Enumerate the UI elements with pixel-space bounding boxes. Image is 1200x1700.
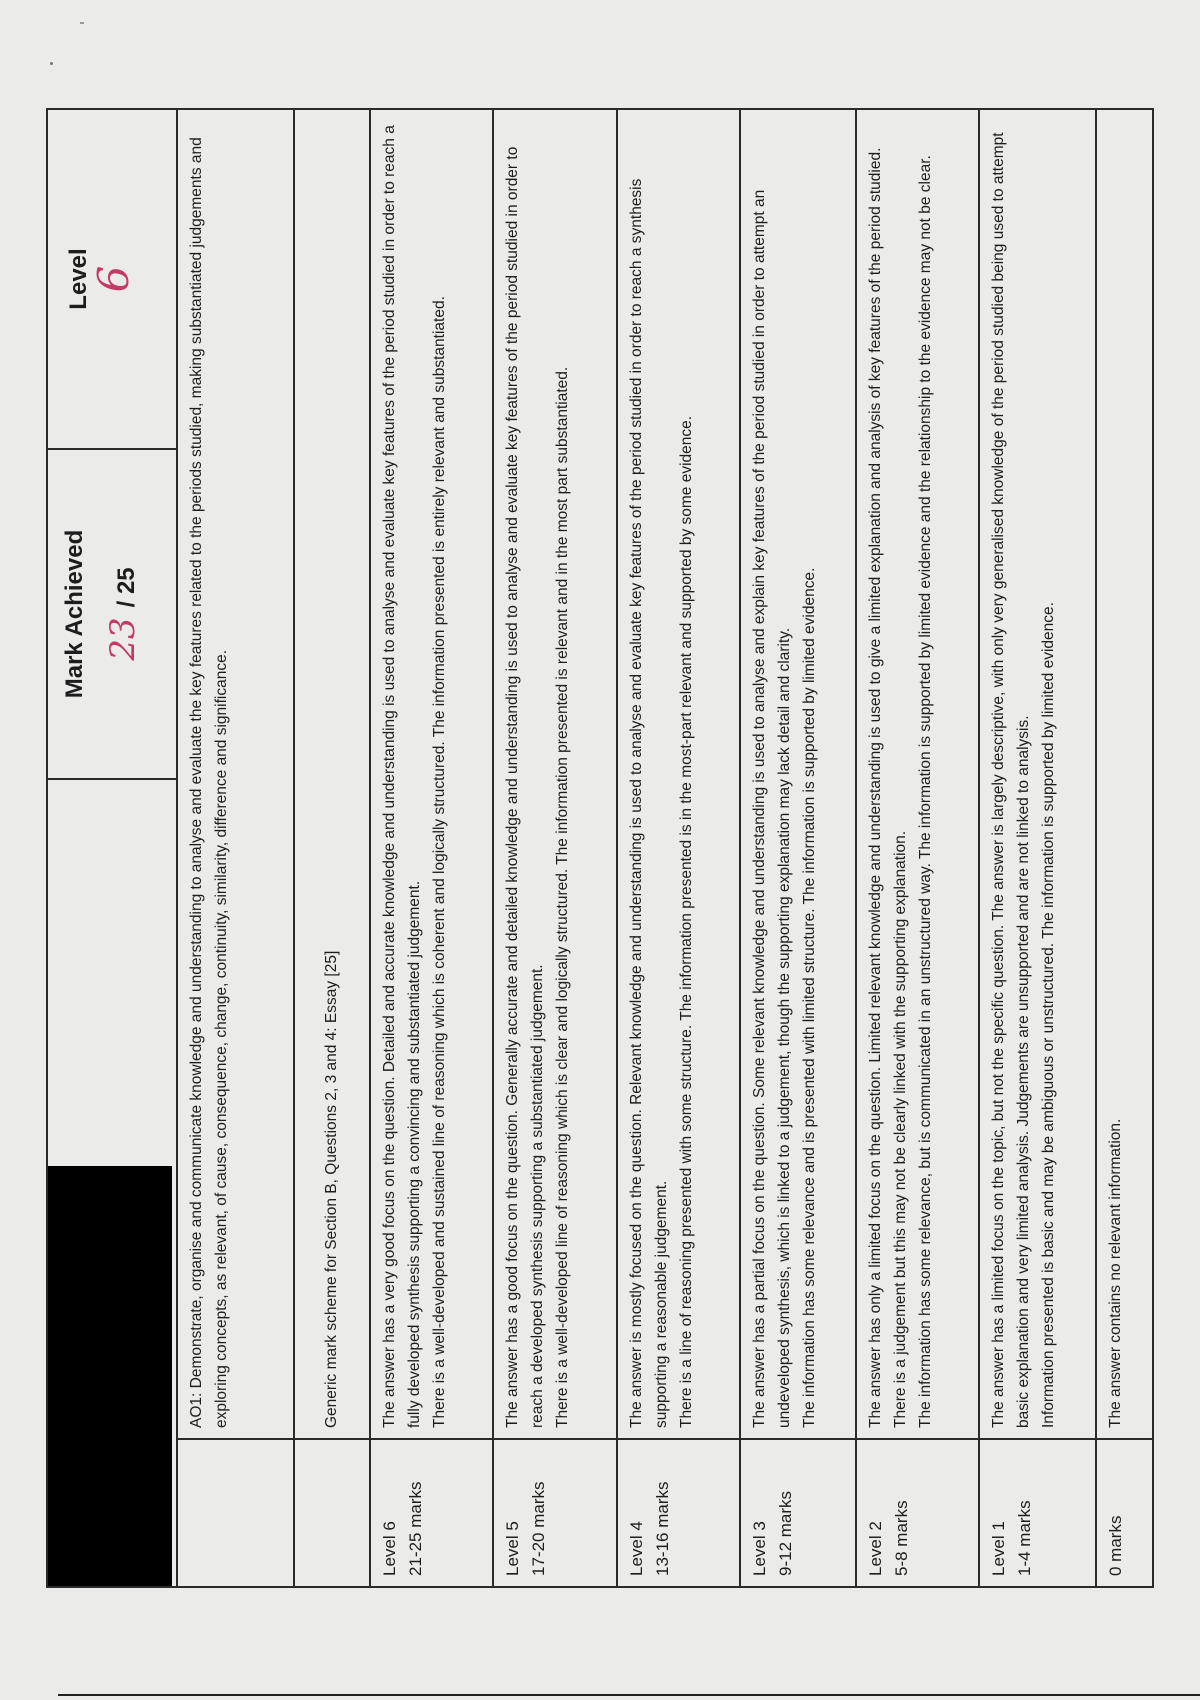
mark-achieved-cell (47, 449, 177, 779)
mark-scheme-sheet (46, 108, 1154, 1588)
descriptor-line: The answer is mostly focused on the question. Relevant knowledge and understanding is used to analyse and evaluate key features of the period studied in order to reach a synthesis supporting a reasonable judgement. (627, 178, 670, 1428)
level-descriptor (856, 109, 980, 1439)
scan-speck (50, 62, 53, 65)
descriptor-line: The information has some relevance and is presented with limited structure. The information is supported by limited evidence. (801, 567, 819, 1428)
handwritten-level: 6 (89, 265, 139, 293)
level-name: Level 3 (750, 1521, 770, 1576)
level-name-cell (856, 1439, 980, 1587)
level-marks: 17-20 marks (529, 1481, 549, 1576)
level-name-cell (740, 1439, 855, 1587)
generic-level-cell (294, 1439, 369, 1587)
level-descriptor (370, 109, 494, 1439)
mark-line (103, 460, 143, 768)
level-row (370, 109, 494, 1587)
descriptor-line: The answer has only a limited focus on the question. Limited relevant knowledge and understanding is used to give a limited explanation and analysis of key features of the period studied. There is a judgement but this may not be clearly linked with the supporting explanation. (866, 147, 909, 1428)
level-marks: 9-12 marks (776, 1490, 796, 1576)
scan-edge-line (58, 1694, 1200, 1696)
ao1-level-cell (177, 1439, 294, 1587)
ao1-text: AO1: Demonstrate, organise and communicate knowledge and understanding to analyse and evaluate the key features related to the periods studied, making substantiated judgements and exploring concepts, as relevant, of cause, consequence, change, continuity, similarity, difference and significance. (177, 109, 294, 1439)
descriptor-line: The information has some relevance, but is communicated in an unstructured way. The information is supported by limited evidence and the relationship to the evidence may not be clear. (916, 155, 934, 1428)
header-row (47, 109, 177, 1587)
descriptor-line: The answer has a limited focus on the topic, but not the specific question. The answer is largely descriptive, with only very generalised knowledge of the period studied being used to attempt basic explanation and very limited analysis. Judgements are unsupported and are not linked to analysis. (990, 132, 1033, 1428)
level-name: Level 6 (379, 1521, 399, 1576)
level-row (856, 109, 980, 1587)
level-marks: 1-4 marks (1015, 1500, 1035, 1576)
level-row (493, 109, 617, 1587)
level-name: Level 5 (503, 1521, 523, 1576)
mark-total: / 25 (112, 567, 140, 608)
descriptor-line: There is a line of reasoning presented with some structure. The information presented is in the most-part relevant and supported by some evidence. (677, 415, 695, 1428)
level-marks: 0 marks (1106, 1515, 1126, 1576)
level-name: Level 2 (865, 1521, 885, 1576)
level-name-cell (1096, 1439, 1153, 1587)
level-name-cell (979, 1439, 1096, 1587)
descriptor-line: There is a well-developed and sustained line of reasoning which is coherent and logically structured. The information presented is entirely relevant and substantiated. (430, 296, 448, 1428)
descriptor-line: The answer has a partial focus on the question. Some relevant knowledge and understanding is used to analyse and explain key features of the period studied in order to attempt an undeveloped synthesis, which is linked to a judgement, though the supporting explanation may lack detail and clarity. (751, 189, 794, 1428)
level-cell (47, 109, 177, 449)
level-descriptor (1096, 109, 1153, 1439)
descriptor-line: The answer has a very good focus on the question. Detailed and accurate knowledge and understanding is used to analyse and evaluate key features of the period studied in order to reach a fully developed synthesis supporting a convincing and substantiated judgement. (380, 125, 423, 1428)
level-descriptor (493, 109, 617, 1439)
generic-row (294, 109, 369, 1587)
level-name-cell (493, 1439, 617, 1587)
level-name-cell (617, 1439, 741, 1587)
level-descriptor (979, 109, 1096, 1439)
level-name: Level 4 (626, 1521, 646, 1576)
level-marks: 5-8 marks (891, 1500, 911, 1576)
level-marks: 21-25 marks (405, 1481, 425, 1576)
scan-speck (80, 22, 84, 24)
descriptor-line: There is a well-developed line of reasoning which is clear and logically structured. The information presented is relevant and in the most part substantiated. (554, 366, 572, 1428)
descriptor-line: The answer contains no relevant information. (1107, 1118, 1125, 1428)
redaction-block (48, 1166, 172, 1586)
name-cell (47, 779, 177, 1587)
level-descriptor (617, 109, 741, 1439)
generic-text: Generic mark scheme for Section B, Questions 2, 3 and 4: Essay [25] (294, 109, 369, 1439)
level-label: Level (65, 248, 93, 310)
level-descriptor (740, 109, 855, 1439)
descriptor-line: Information presented is basic and may be ambiguous or unstructured. The information is supported by limited evidence. (1040, 602, 1058, 1428)
level-row (740, 109, 855, 1587)
handwritten-mark: 23 (102, 617, 143, 661)
mark-scheme-table (46, 108, 1154, 1588)
level-row (617, 109, 741, 1587)
level-row (1096, 109, 1153, 1587)
level-name: Level 1 (989, 1521, 1009, 1576)
descriptor-line: The answer has a good focus on the question. Generally accurate and detailed knowledge and understanding is used to analyse and evaluate key features of the period studied in order to reach a developed synthesis supporting a substantiated judgement. (504, 146, 547, 1428)
level-marks: 13-16 marks (652, 1481, 672, 1576)
ao1-row (177, 109, 294, 1587)
level-name-cell (370, 1439, 494, 1587)
mark-achieved-label: Mark Achieved (60, 529, 88, 699)
level-row (979, 109, 1096, 1587)
